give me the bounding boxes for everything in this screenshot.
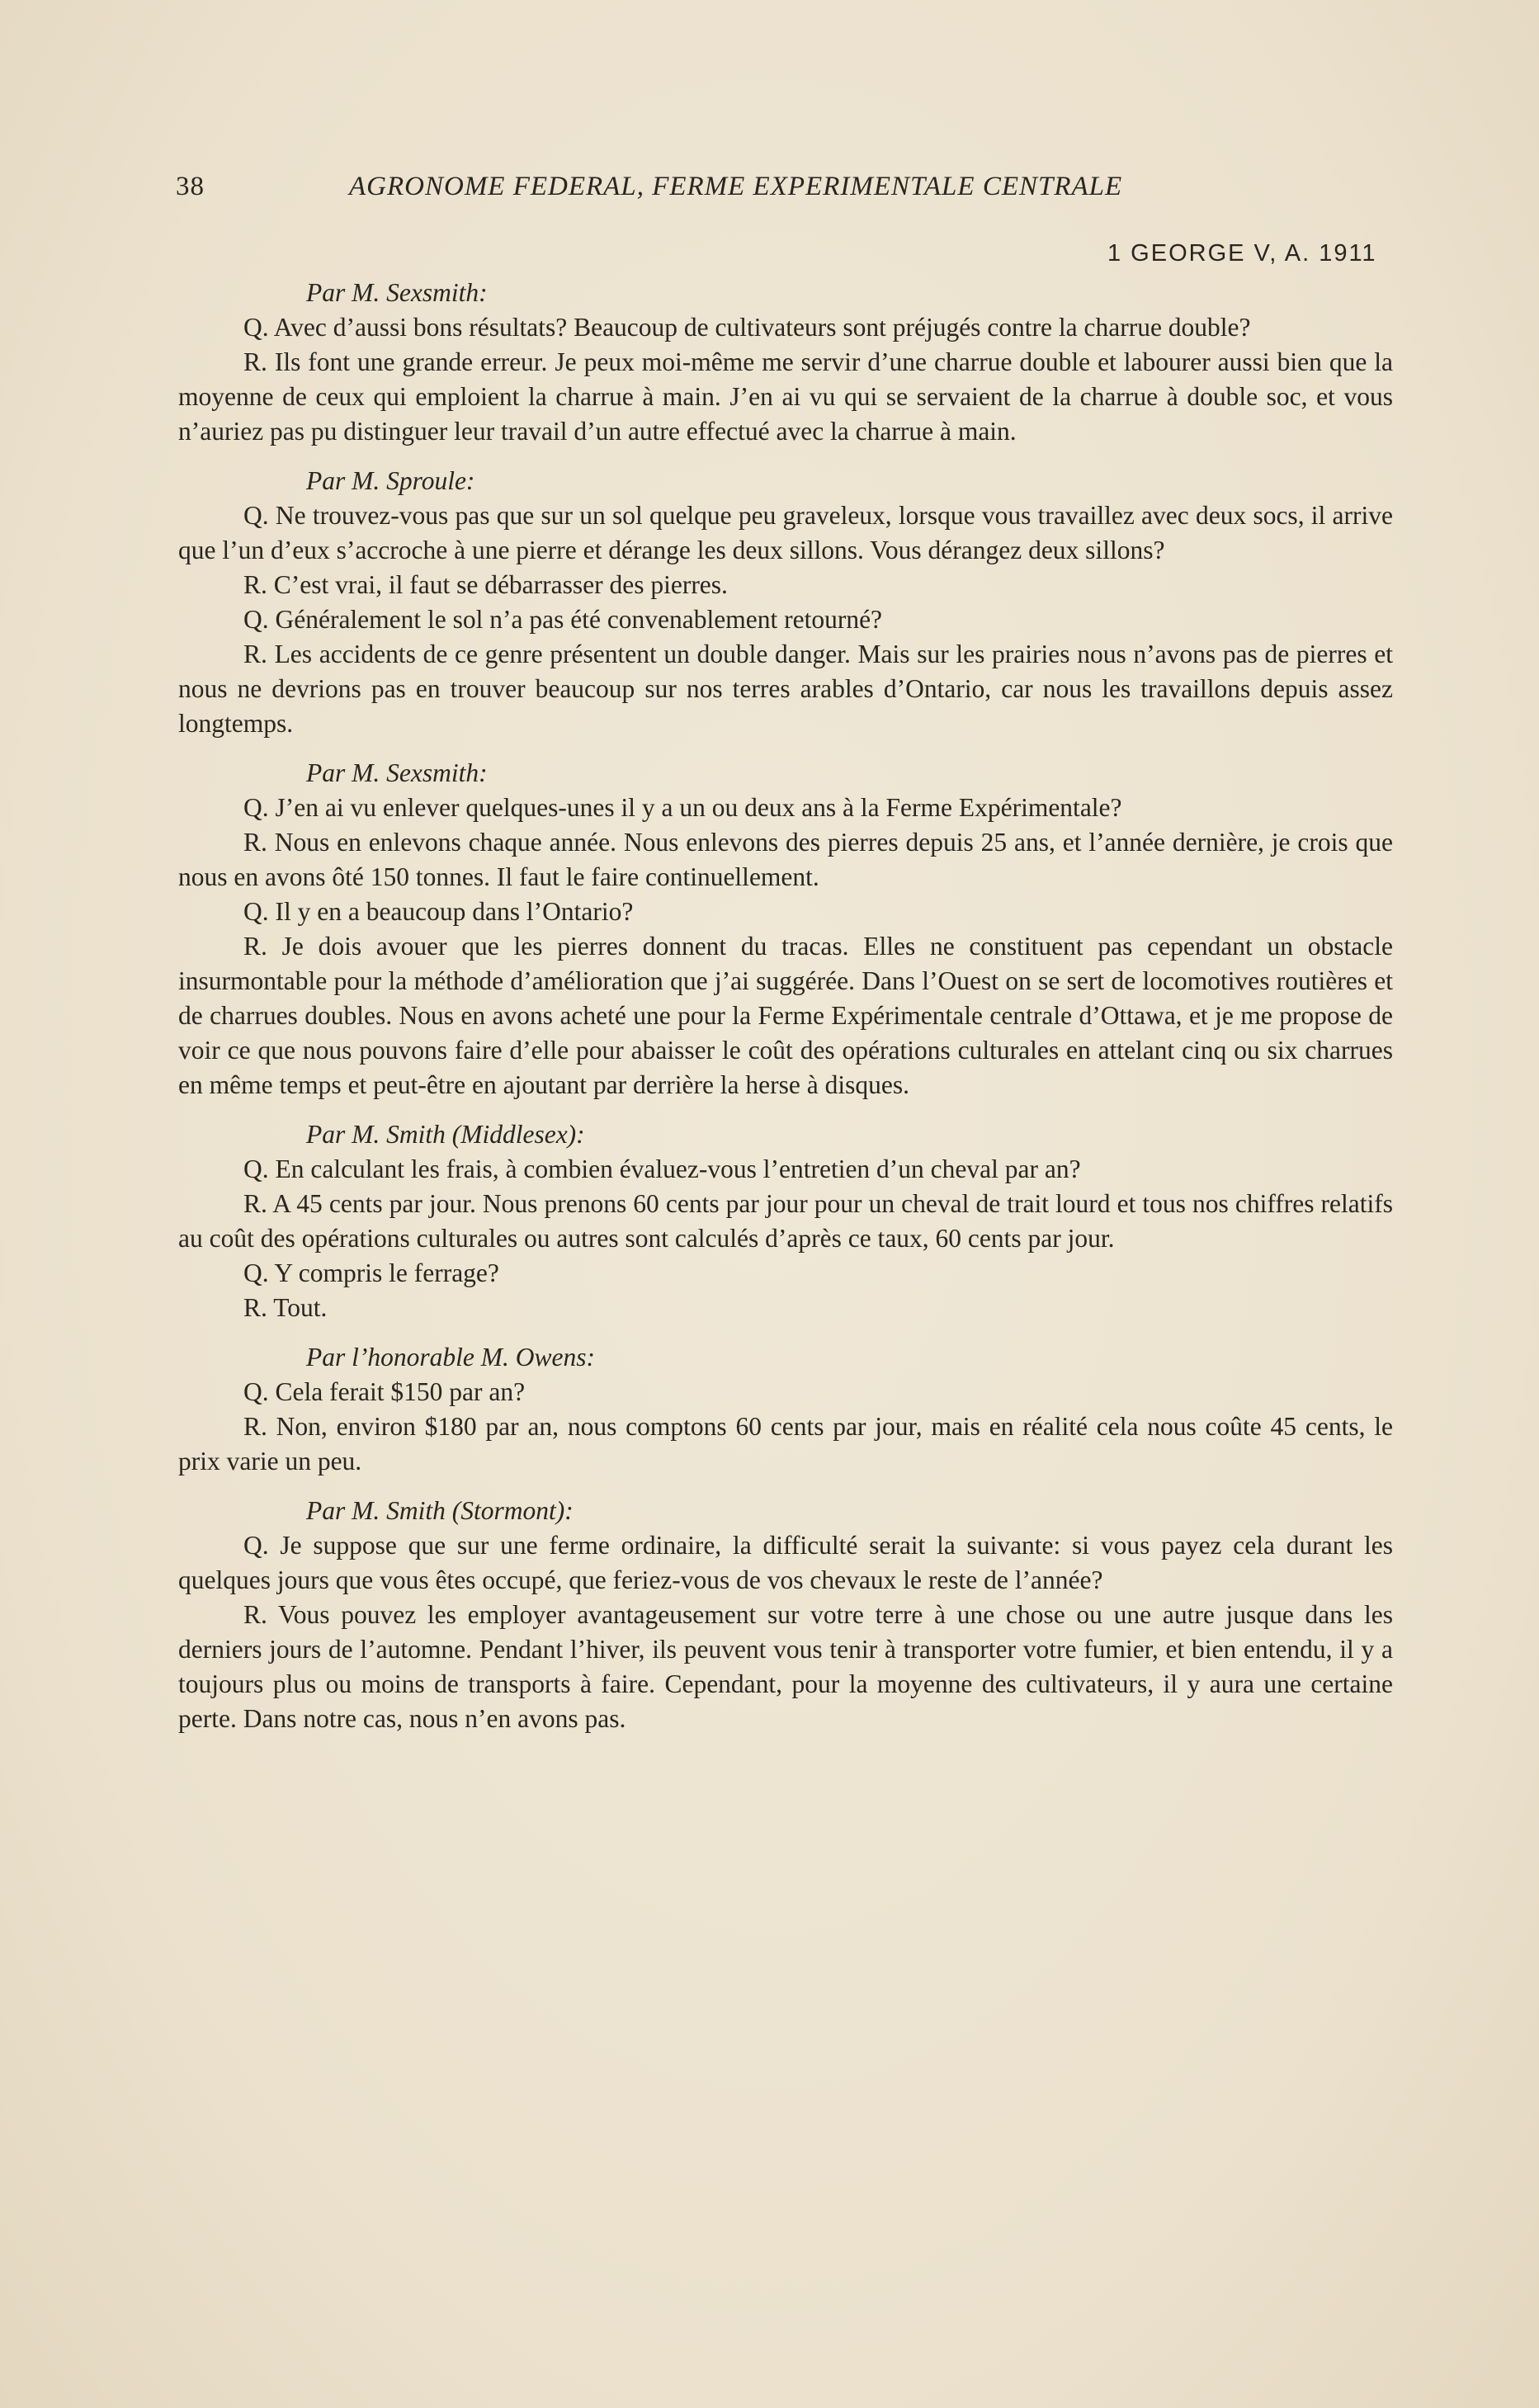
answer-paragraph: R. Ils font une grande erreur. Je peux moi-même me servir d’une charrue double et labourer aussi bien que la moyenne de ceux qui emploient la charrue à main. J’en ai vu qui se servaient de la charrue à double soc, et vous n’auriez pas pu distinguer leur travail d’un autre effectué avec la charrue à main. xyxy=(178,347,1393,446)
answer-paragraph: R. Non, environ $180 par an, nous comptons 60 cents par jour, mais en réalité cela nous coûte 45 cents, le prix varie un peu. xyxy=(178,1412,1393,1475)
session-citation: 1 GEORGE V, A. 1911 xyxy=(1107,240,1377,267)
page-number: 38 xyxy=(176,172,205,201)
answer-paragraph: R. Les accidents de ce genre présentent un double danger. Mais sur les prairies nous n’avons pas de pierres et nous ne devrions pas en trouver beaucoup sur nos terres arables d’Ontario, car nous les travaillons depuis assez longtemps. xyxy=(178,640,1393,738)
question-paragraph: Q. Généralement le sol n’a pas été convenablement retourné? xyxy=(243,605,883,634)
question-paragraph: Q. Ne trouvez-vous pas que sur un sol quelque peu graveleux, lorsque vous travaillez avec deux socs, il arrive que l’un d’eux s’accroche à une pierre et dérange les deux sillons. Vous dérangez deux sillons? xyxy=(178,501,1393,564)
answer-paragraph: R. Je dois avouer que les pierres donnent du tracas. Elles ne constituent pas cependant un obstacle insurmontable pour la méthode d’amélioration que j’ai suggérée. Dans l’Ouest on se sert de locomotives routières et de charrues doubles. Nous en avons acheté une pour la Ferme Expérimentale centrale d’Ottawa, et je me propose de voir ce que nous pouvons faire d’elle pour abaisser le coût des opérations culturales en attelant cinq ou six charrues en même temps et peut-être en ajoutant par derrière la herse à disques. xyxy=(178,932,1393,1099)
exchange-block xyxy=(178,464,1393,741)
exchange-block xyxy=(178,1117,1393,1325)
question-paragraph: Q. Il y en a beaucoup dans l’Ontario? xyxy=(243,897,634,926)
exchange-block xyxy=(178,1494,1393,1736)
speaker-heading: Par M. Sproule: xyxy=(306,466,475,495)
question-paragraph: Q. Cela ferait $150 par an? xyxy=(243,1377,526,1406)
answer-paragraph: R. C’est vrai, il faut se débarrasser des pierres. xyxy=(243,570,728,599)
question-paragraph: Q. Je suppose que sur une ferme ordinaire, la difficulté serait la suivante: si vous payez cela durant les quelques jours que vous êtes occupé, que feriez-vous de vos chevaux le reste de l’année? xyxy=(178,1531,1393,1594)
speaker-heading: Par M. Sexsmith: xyxy=(306,758,488,787)
question-paragraph: Q. J’en ai vu enlever quelques-unes il y a un ou deux ans à la Ferme Expérimentale? xyxy=(243,793,1122,822)
question-paragraph: Q. Y compris le ferrage? xyxy=(243,1258,499,1287)
answer-paragraph: R. Tout. xyxy=(243,1293,328,1322)
speaker-heading: Par M. Smith (Middlesex): xyxy=(306,1120,585,1149)
running-title: AGRONOME FEDERAL, FERME EXPERIMENTALE CENTRALE xyxy=(349,172,1123,201)
answer-paragraph: R. A 45 cents par jour. Nous prenons 60 cents par jour pour un cheval de trait lourd et tous nos chiffres relatifs au coût des opérations culturales ou autres sont calculés d’après ce taux, 60 cents par jour. xyxy=(178,1189,1393,1253)
answer-paragraph: R. Nous en enlevons chaque année. Nous enlevons des pierres depuis 25 ans, et l’année dernière, je crois que nous en avons ôté 150 tonnes. Il faut le faire continuellement. xyxy=(178,828,1393,891)
speaker-heading: Par M. Smith (Stormont): xyxy=(306,1496,574,1525)
transcript-body xyxy=(178,272,1393,1736)
question-paragraph: Q. Avec d’aussi bons résultats? Beaucoup de cultivateurs sont préjugés contre la charrue double? xyxy=(243,313,1251,342)
exchange-block xyxy=(178,756,1393,1102)
speaker-heading: Par M. Sexsmith: xyxy=(306,278,488,307)
exchange-block xyxy=(178,1340,1393,1479)
speaker-heading: Par l’honorable M. Owens: xyxy=(306,1343,595,1372)
exchange-block xyxy=(178,276,1393,449)
question-paragraph: Q. En calculant les frais, à combien évaluez-vous l’entretien d’un cheval par an? xyxy=(243,1154,1081,1183)
answer-paragraph: R. Vous pouvez les employer avantageusement sur votre terre à une chose ou une autre jusque dans les derniers jours de l’automne. Pendant l’hiver, ils peuvent vous tenir à transporter votre fumier, et bien entendu, il y a toujours plus ou moins de transports à faire. Cependant, pour la moyenne des cultivateurs, il y aura une certaine perte. Dans notre cas, nous n’en avons pas. xyxy=(178,1600,1393,1733)
